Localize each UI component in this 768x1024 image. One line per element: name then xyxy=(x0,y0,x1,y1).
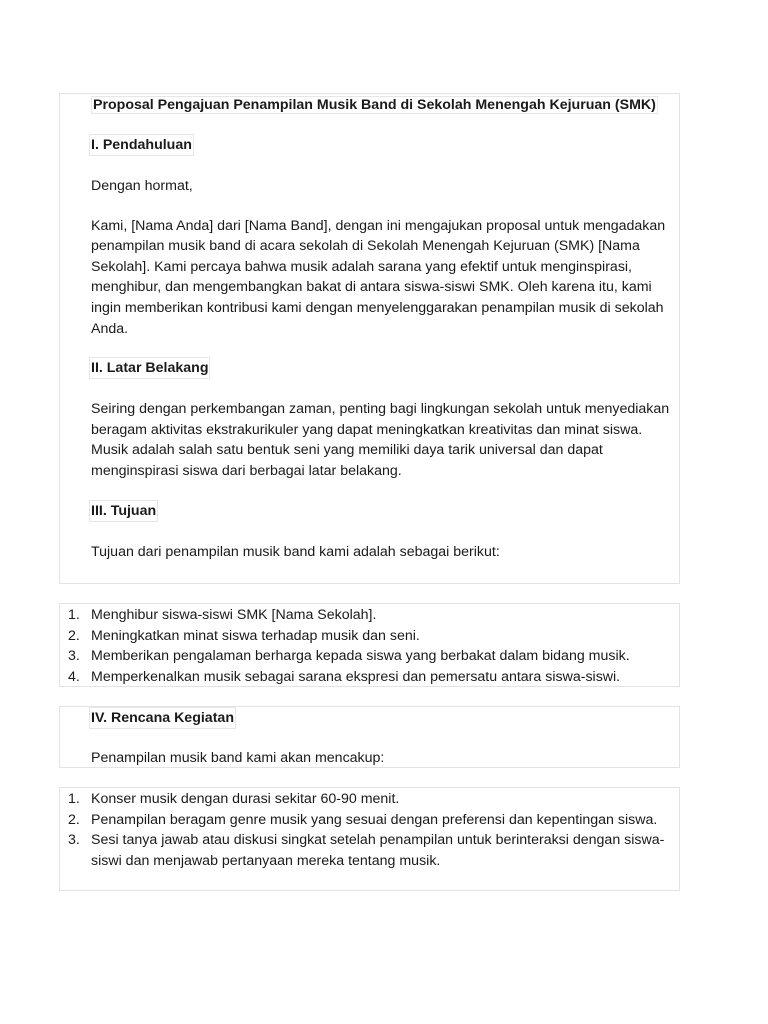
pendahuluan-body: Kami, [Nama Anda] dari [Nama Band], dengan ini mengajukan proposal untuk mengadakan penampilan musik band di acara sekolah di Sekolah Menengah Kejuruan (SMK) [Nama Sekolah]. Kami percaya bahwa musik adalah sarana yang efektif untuk menginspirasi, menghibur, dan mengembangkan bakat di antara siswa-siswi SMK. Oleh karena itu, kami ingin memberikan kontribusi kami dengan menyelenggarakan penampilan musik di sekolah Anda. xyxy=(91,217,666,337)
list-item-text: Menghibur siswa-siswi SMK [Nama Sekolah]. xyxy=(91,607,377,623)
list-item xyxy=(60,626,679,647)
list-item xyxy=(60,667,679,688)
main-block-content xyxy=(60,95,679,562)
greeting-text: Dengan hormat, xyxy=(91,178,193,194)
section-latar-belakang xyxy=(91,357,671,379)
list-item xyxy=(60,605,679,626)
section-rencana xyxy=(91,707,671,729)
list-item-text: Penampilan beragam genre musik yang sesuai dengan preferensi dan kepentingan siswa. xyxy=(91,811,658,828)
document-title xyxy=(91,95,671,116)
list-item xyxy=(60,810,679,831)
list-item-number: 2. xyxy=(68,811,80,828)
list-item-number: 3. xyxy=(68,832,80,849)
section-tujuan xyxy=(91,500,671,522)
tujuan-list xyxy=(60,605,679,687)
list-item-number: 1. xyxy=(68,607,80,623)
tujuan-list-block xyxy=(59,603,680,687)
list-item-text: Konser musik dengan durasi sekitar 60-90 menit. xyxy=(91,791,400,807)
list-item-text: Memberikan pengalaman berharga kepada siswa yang berbakat dalam bidang musik. xyxy=(91,648,630,665)
rencana-list xyxy=(60,789,679,871)
section-heading-tujuan: III. Tujuan xyxy=(89,500,158,522)
list-item xyxy=(60,830,679,871)
list-item-text: Meningkatkan minat siswa terhadap musik dan seni. xyxy=(91,627,420,644)
list-item-text: Sesi tanya jawab atau diskusi singkat setelah penampilan untuk berinteraksi dengan siswa-siswi dan menjawab pertanyaan mereka tentang musik. xyxy=(91,832,665,869)
list-item-number: 3. xyxy=(68,648,80,665)
tujuan-intro: Tujuan dari penampilan musik band kami adalah sebagai berikut: xyxy=(91,543,500,560)
latar-belakang-body: Seiring dengan perkembangan zaman, penting bagi lingkungan sekolah untuk menyediakan beragam aktivitas ekstrakurikuler yang dapat meningkatkan kreativitas dan minat siswa. Musik adalah salah satu bentuk seni yang memiliki daya tarik universal dan dapat menginspirasi siswa dari berbagai latar belakang. xyxy=(91,401,670,479)
list-item-number: 4. xyxy=(68,668,80,685)
section-heading-latar-belakang: II. Latar Belakang xyxy=(89,357,210,379)
document-main-block xyxy=(59,93,680,584)
list-item-text: Memperkenalkan musik sebagai sarana ekspresi dan pemersatu antara siswa-siswi. xyxy=(91,668,621,685)
list-item xyxy=(60,789,679,810)
rencana-list-block xyxy=(59,787,680,891)
rencana-block-content xyxy=(60,707,679,769)
rencana-block xyxy=(59,706,680,768)
rencana-intro: Penampilan musik band kami akan mencakup: xyxy=(91,750,385,766)
section-heading-pendahuluan: I. Pendahuluan xyxy=(89,134,194,156)
section-pendahuluan xyxy=(91,134,671,156)
list-item xyxy=(60,646,679,667)
list-item-number: 2. xyxy=(68,627,80,644)
section-heading-rencana: IV. Rencana Kegiatan xyxy=(89,707,236,729)
document-title-text: Proposal Pengajuan Penampilan Musik Band di Sekolah Menengah Kejuruan (SMK) xyxy=(93,97,656,113)
list-item-number: 1. xyxy=(68,791,80,807)
